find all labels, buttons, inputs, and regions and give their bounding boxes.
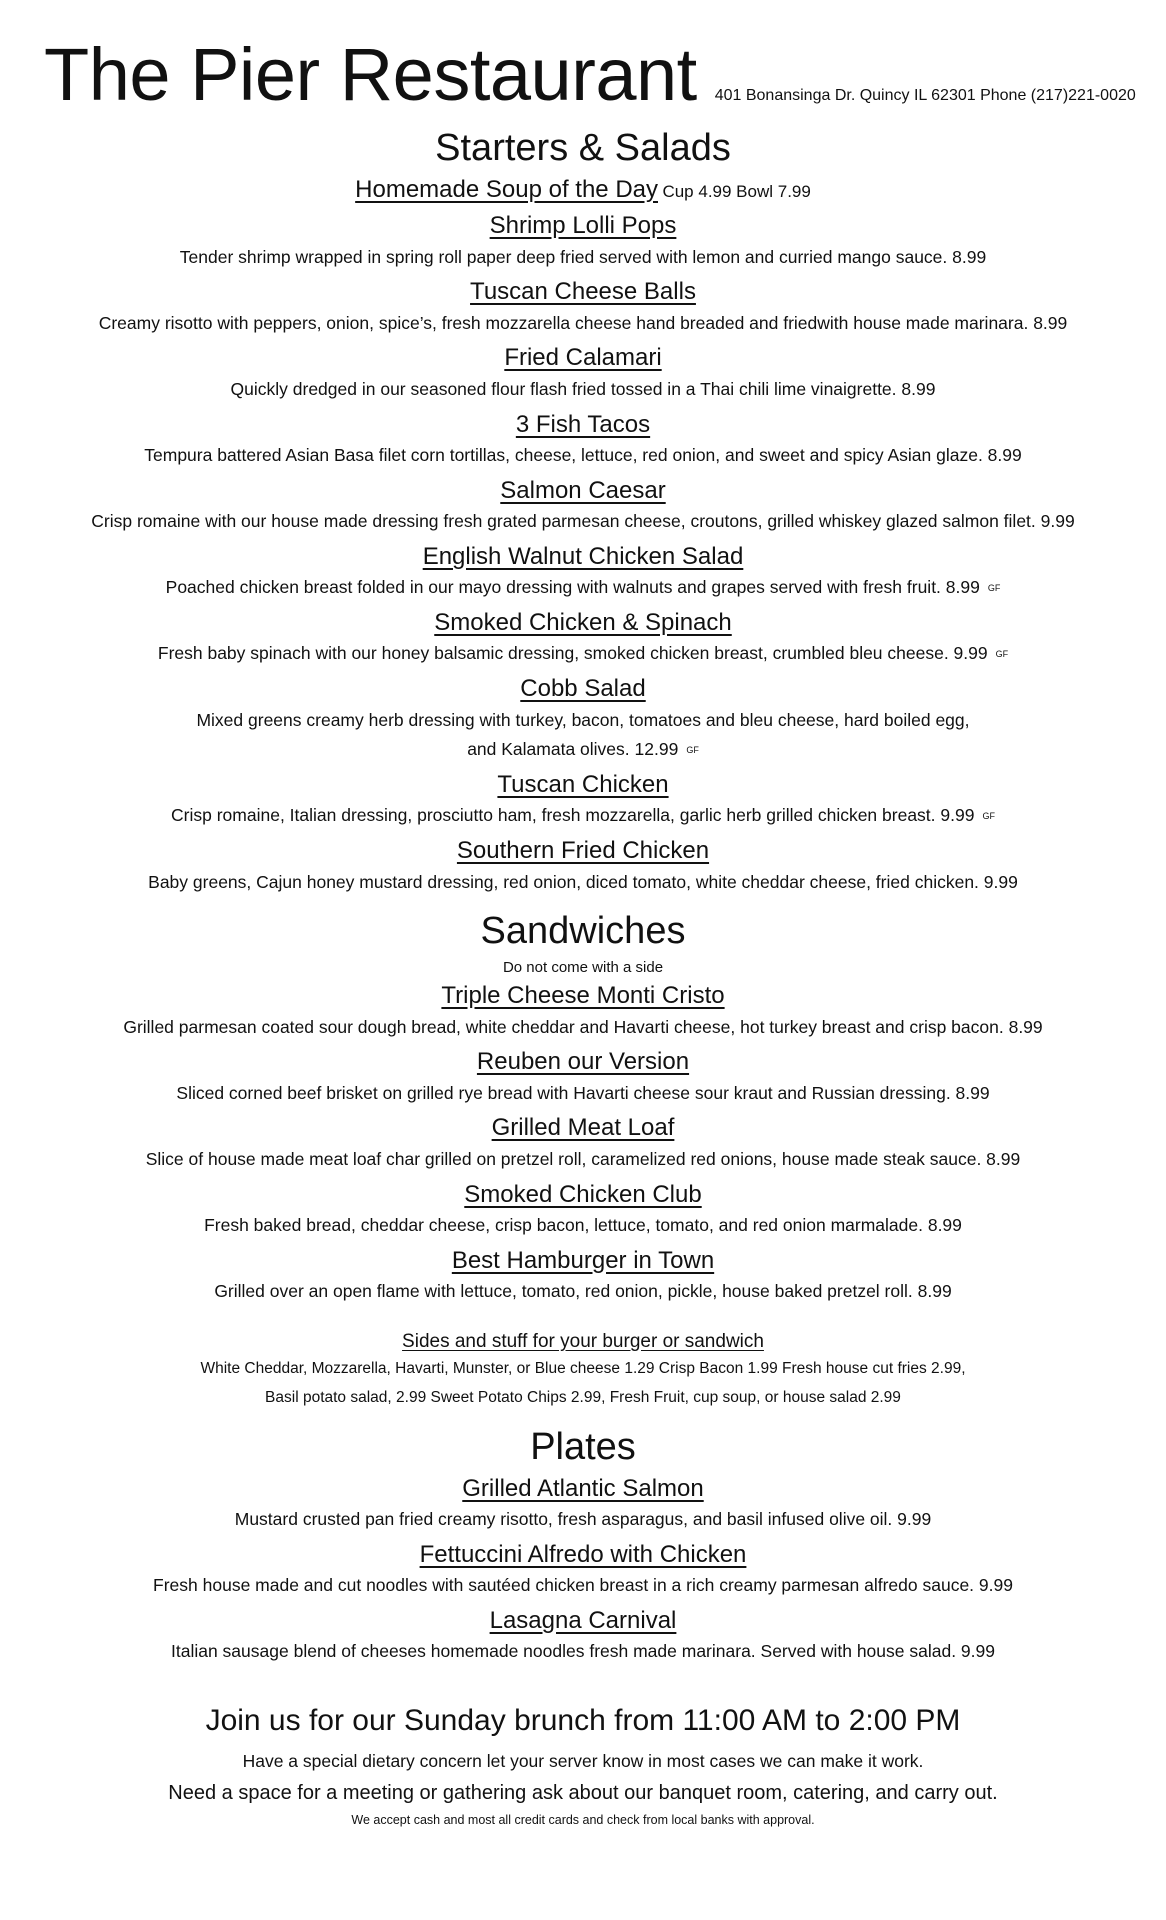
section-title-sandwiches: Sandwiches <box>480 910 686 953</box>
plates-section <box>24 1427 1142 1667</box>
sides-line: White Cheddar, Mozzarella, Havarti, Munster, or Blue cheese 1.29 Crisp Bacon 1.99 Fresh house cut fries 2.99, <box>200 1360 966 1378</box>
menu-item <box>24 1112 1142 1174</box>
item-name: Shrimp Lolli Pops <box>489 212 677 240</box>
menu-item <box>24 276 1142 338</box>
item-description: Tempura battered Asian Basa filet corn tortillas, cheese, lettuce, red onion, and sweet and spicy Asian glaze. 8.99 <box>144 445 1022 465</box>
item-name: Smoked Chicken Club <box>464 1180 702 1208</box>
item-description-text: Crisp romaine, Italian dressing, prosciutto ham, fresh mozzarella, garlic herb grilled chicken breast. 9.99 <box>171 805 975 826</box>
item-description: Grilled over an open flame with lettuce, tomato, red onion, pickle, house baked pretzel roll. 8.99 <box>214 1281 952 1302</box>
item-description: Sliced corned beef brisket on grilled rye bread with Havarti cheese sour kraut and Russian dressing. 8.99 <box>176 1082 990 1103</box>
item-description <box>24 801 1142 831</box>
item-description <box>24 735 1142 765</box>
menu-item <box>24 342 1142 404</box>
item-name: Tuscan Chicken <box>497 771 669 799</box>
menu-item <box>24 607 1142 669</box>
item-description <box>24 639 1142 669</box>
item-name: Grilled Atlantic Salmon <box>462 1474 704 1502</box>
menu-item <box>24 210 1142 272</box>
item-name: Lasagna Carnival <box>489 1606 677 1634</box>
item-name: Triple Cheese Monti Cristo <box>441 982 725 1010</box>
restaurant-title: The Pier Restaurant <box>44 33 697 116</box>
item-description: Mixed greens creamy herb dressing with turkey, bacon, tomatoes and bleu cheese, hard boiled egg, <box>196 709 970 730</box>
menu-item <box>24 475 1142 537</box>
item-description-text: and Kalamata olives. 12.99 <box>467 739 679 760</box>
sides-heading: Sides and stuff for your burger or sandwich <box>402 1330 764 1352</box>
item-description: Baby greens, Cajun honey mustard dressing, red onion, diced tomato, white cheddar cheese, fried chicken. 9.99 <box>148 871 1018 892</box>
menu-item <box>24 1605 1142 1667</box>
item-description: Mustard crusted pan fried creamy risotto, fresh asparagus, and basil infused olive oil. 9.99 <box>234 1508 932 1529</box>
item-description <box>24 573 1142 603</box>
item-description: Creamy risotto with peppers, onion, spice’s, fresh mozzarella cheese hand breaded and friedwith house made marinara. 8.99 <box>98 312 1068 333</box>
item-description: Quickly dredged in our seasoned flour flash fried tossed in a Thai chili lime vinaigrette. 8.99 <box>230 378 936 399</box>
brunch-notice: Join us for our Sunday brunch from 11:00 AM to 2:00 PM <box>205 1704 961 1737</box>
menu-item <box>24 1245 1142 1307</box>
item-description: Fresh baked bread, cheddar cheese, crisp bacon, lettuce, tomato, and red onion marmalade. 8.99 <box>204 1214 962 1235</box>
section-title-plates: Plates <box>530 1425 636 1468</box>
menu-item <box>24 1539 1142 1601</box>
item-description-text: Poached chicken breast folded in our mayo dressing with walnuts and grapes served with fresh fruit. 8.99 <box>165 577 980 598</box>
item-description-text: Fresh baby spinach with our honey balsamic dressing, smoked chicken breast, crumbled bleu cheese. 9.99 <box>157 643 988 664</box>
item-name: Tuscan Cheese Balls <box>470 278 696 306</box>
payment-notice: We accept cash and most all credit cards and check from local banks with approval. <box>351 1813 815 1828</box>
sides-line: Basil potato salad, 2.99 Sweet Potato Chips 2.99, Fresh Fruit, cup soup, or house salad 2.99 <box>265 1389 901 1407</box>
item-description: Italian sausage blend of cheeses homemade noodles fresh made marinara. Served with house salad. 9.99 <box>171 1641 995 1662</box>
menu-header <box>24 33 1142 116</box>
menu-item <box>24 541 1142 603</box>
menu-item <box>24 769 1142 831</box>
soup-prices: Cup 4.99 Bowl 7.99 <box>662 181 811 201</box>
item-name: Cobb Salad <box>520 675 646 703</box>
menu-footer <box>24 1701 1142 1830</box>
menu-item <box>24 1179 1142 1241</box>
menu-item-soup <box>24 174 1142 206</box>
starters-section <box>24 128 1142 897</box>
item-name: Salmon Caesar <box>500 476 666 504</box>
dietary-notice: Have a special dietary concern let your server know in most cases we can make it work. <box>242 1751 924 1771</box>
gluten-free-badge: GF <box>995 649 1009 660</box>
banquet-notice: Need a space for a meeting or gathering ask about our banquet room, catering, and carry out. <box>168 1782 998 1805</box>
item-description: Grilled parmesan coated sour dough bread, white cheddar and Havarti cheese, hot turkey breast and crisp bacon. 8.99 <box>123 1016 1043 1037</box>
item-description: Tender shrimp wrapped in spring roll paper deep fried served with lemon and curried mango sauce. 8.99 <box>179 246 987 267</box>
item-name: Southern Fried Chicken <box>456 837 710 865</box>
section-title-starters: Starters & Salads <box>435 127 731 169</box>
item-name: Fettuccini Alfredo with Chicken <box>419 1540 747 1568</box>
gluten-free-badge: GF <box>982 811 995 822</box>
gluten-free-badge: GF <box>987 583 1001 593</box>
item-description: Crisp romaine with our house made dressing fresh grated parmesan cheese, croutons, grilled whiskey glazed salmon filet. 9.99 <box>91 511 1075 532</box>
gluten-free-badge: GF <box>686 745 699 756</box>
item-description: Slice of house made meat loaf char grilled on pretzel roll, caramelized red onions, house made steak sauce. 8.99 <box>145 1148 1021 1169</box>
section-note: Do not come with a side <box>502 959 664 977</box>
sandwiches-section <box>24 911 1142 1412</box>
menu-item <box>24 409 1142 471</box>
item-name: Grilled Meat Loaf <box>491 1114 675 1142</box>
item-name: Best Hamburger in Town <box>451 1246 715 1274</box>
item-name: 3 Fish Tacos <box>515 410 651 438</box>
menu-item <box>24 1046 1142 1108</box>
item-name: English Walnut Chicken Salad <box>422 542 744 570</box>
menu-item <box>24 980 1142 1042</box>
restaurant-address: 401 Bonansinga Dr. Quincy IL 62301 Phone (217)221-0020 <box>714 87 1136 104</box>
menu-item <box>24 835 1142 897</box>
menu-item-cobb <box>24 673 1142 765</box>
item-name: Smoked Chicken & Spinach <box>434 609 732 637</box>
item-name: Fried Calamari <box>504 344 662 372</box>
item-name: Homemade Soup of the Day <box>355 175 658 203</box>
item-name: Reuben our Version <box>476 1048 690 1076</box>
item-description: Fresh house made and cut noodles with sautéed chicken breast in a rich creamy parmesan alfredo sauce. 9.99 <box>153 1575 1013 1596</box>
menu-item <box>24 1473 1142 1535</box>
